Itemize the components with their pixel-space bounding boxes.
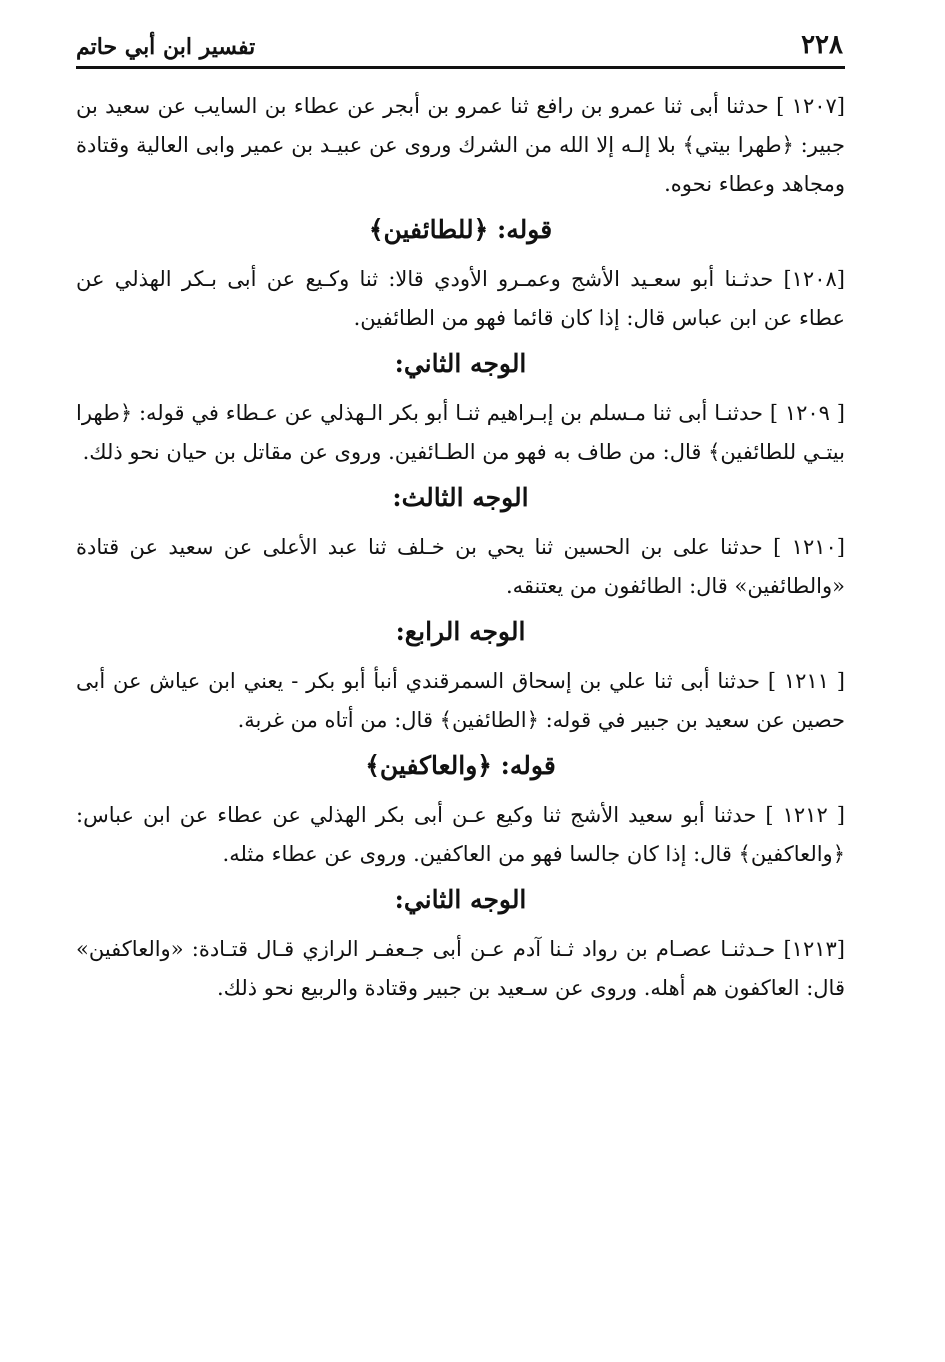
narration-number: [ ١٢١١ ]: [767, 669, 845, 693]
narration-1209: [76, 394, 845, 472]
page-number: ٢٢٨: [801, 30, 843, 60]
section-heading: الوجه الثاني:: [394, 885, 527, 914]
narration-1213: [76, 930, 845, 1008]
narration-text: حدثنا على بن الحسين ثنا يحي بن خـلف ثنا عبد الأعلى عن سعيد عن قتادة «والطائفين» قال: الطائفون من يعتنقه.: [76, 535, 845, 598]
header-rule: [76, 66, 845, 69]
section-heading: قوله: ﴿والعاكفين﴾: [365, 751, 556, 780]
narration-text: حدثنا أبى ثنا علي بن إسحاق السمرقندي أنبأ أبو بكر - يعني ابن عياش عن أبى حصين عن سعيد بن جبير في قوله: ﴿الطائفين﴾ قال: من أتاه من غربة.: [76, 669, 845, 732]
page-content: [76, 87, 845, 1008]
narration-number: [ ١٢١٢ ]: [765, 803, 845, 827]
narration-1211: [76, 662, 845, 740]
narration-text: حدثنـا أبى ثنا مـسلم بن إبـراهيم ثنـا أبو بكر الـهذلي عن عـطاء في قوله: ﴿طهرا بيتـي للطائفين﴾ قال: من طاف به فهو من الطـائفين. وروى عن مقاتل بن حيان نحو ذلك.: [76, 401, 845, 464]
narration-text: حدثنا أبو سعيد الأشج ثنا وكيع عـن أبى بكر الهذلي عن عطاء عن ابن عباس: ﴿والعاكفين﴾ قال: إذا كان جالسا فهو من العاكفين. وروى عن عطاء مثله.: [76, 803, 845, 866]
narration-number: [ ١٢٠٩ ]: [769, 401, 845, 425]
narration-1212: [76, 796, 845, 874]
section-heading: الوجه الثالث:: [392, 483, 529, 512]
narration-text: حـدثنـا عصـام بن رواد ثـنا آدم عـن أبى جـعفـر الرازي قـال قتـادة: «والعاكفين» قال: العاكفون هم أهله. وروى عن سـعيد بن جبير وقتادة والربيع نحو ذلك.: [76, 937, 845, 1000]
narration-1207: [76, 87, 845, 204]
narration-text: حدثـنا أبو سعـيد الأشج وعمـرو الأودي قالا: ثنا وكـيع عن أبى بـكر الهذلي عن عطاء عن ابن عباس قال: إذا كان قائما فهو من الطائفين.: [76, 267, 845, 330]
running-title: تفسير ابن أبي حاتم: [76, 34, 256, 60]
narration-1210: [76, 528, 845, 606]
narration-1208: [76, 260, 845, 338]
narration-text: حدثنا أبى ثنا عمرو بن رافع ثنا عمرو بن أبجر عن عطاء بن السايب عن سعيد بن جبير: ﴿طهرا بيتي﴾ بلا إلـه إلا الله من الشرك وروى عن عبيـد بن عمير وابى العالية وقتادة ومجاهد وعطاء نحوه.: [76, 94, 845, 196]
narration-number: [١٢١٣]: [783, 937, 845, 961]
section-heading: الوجه الثاني:: [394, 349, 527, 378]
section-heading: قوله: ﴿للطائفين﴾: [368, 215, 553, 244]
page-header: [76, 20, 845, 66]
section-heading: الوجه الرابع:: [395, 617, 526, 646]
narration-number: [١٢٠٨]: [783, 267, 845, 291]
narration-number: [١٢١٠ ]: [773, 535, 845, 559]
narration-number: [١٢٠٧ ]: [776, 94, 845, 118]
